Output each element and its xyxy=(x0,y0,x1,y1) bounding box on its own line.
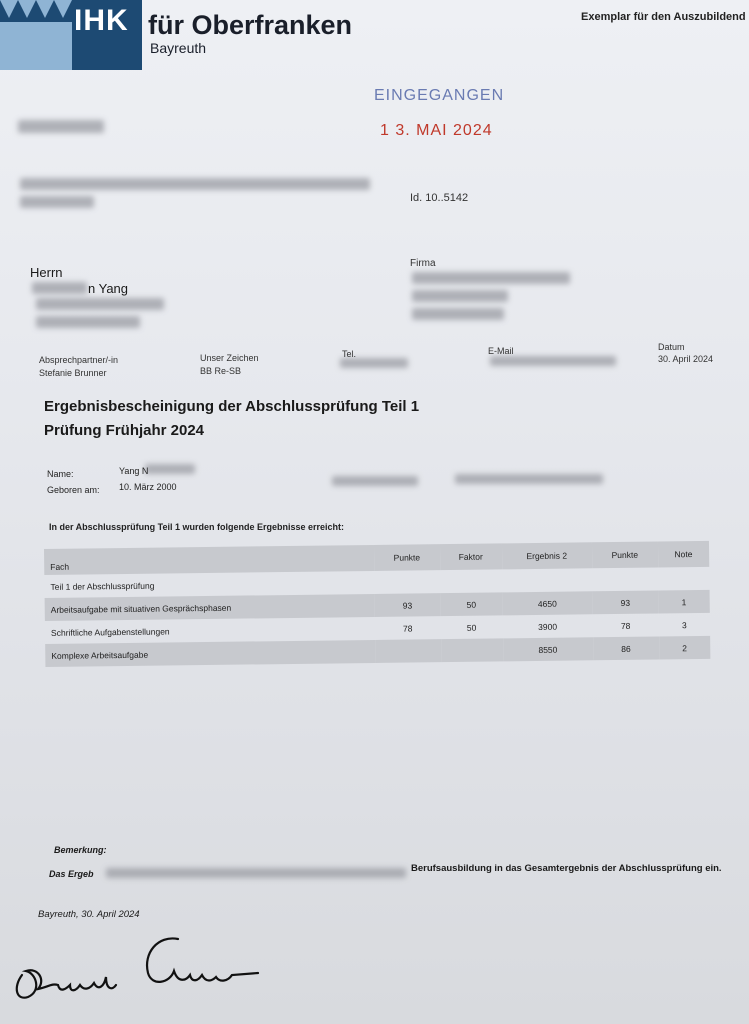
redacted-block xyxy=(412,290,508,302)
col-header: Punkte xyxy=(611,549,639,561)
born-value: 10. März 2000 xyxy=(119,482,177,492)
results-table xyxy=(44,541,710,667)
redacted-block xyxy=(36,316,140,328)
recipient-name: n Yang xyxy=(88,281,129,296)
cell-note xyxy=(658,567,710,591)
cell-note: 3 xyxy=(681,619,687,630)
tel-label: Tel. xyxy=(342,349,357,359)
cell-note: 2 xyxy=(682,642,687,653)
born-label: Geboren am: xyxy=(47,485,100,495)
stamp-title: EINGEGANGEN xyxy=(374,87,505,104)
col-header: Punkte xyxy=(393,552,421,563)
document-subtitle: Prüfung Frühjahr 2024 xyxy=(44,422,205,439)
email-label: E-Mail xyxy=(488,346,514,356)
our-sign-value: BB Re-SB xyxy=(200,366,242,376)
cell-fach: Teil 1 der Abschlussprüfung xyxy=(50,580,155,592)
place-date: Bayreuth, 30. April 2024 xyxy=(38,909,140,920)
cell-faktor xyxy=(440,569,502,593)
redacted-block xyxy=(32,282,87,294)
cell-faktor: 50 xyxy=(466,599,477,610)
copy-note: Exemplar für den Auszubildend xyxy=(581,11,746,23)
recipient-salutation: Herrn xyxy=(30,265,63,280)
redacted-block xyxy=(145,464,195,474)
contact-partner-label: Absprechpartner/-in xyxy=(39,355,119,365)
org-name: für Oberfranken xyxy=(148,10,353,40)
ihk-logo xyxy=(0,0,142,70)
name-value: Yang N xyxy=(119,466,149,476)
cell-punkte xyxy=(374,570,440,594)
results-intro: In der Abschlussprüfung Teil 1 wurden folgende Ergebnisse erreicht: xyxy=(49,522,345,532)
cell-ergebnis: 4650 xyxy=(537,598,557,609)
redacted-block xyxy=(412,308,504,320)
redacted-block xyxy=(340,358,408,368)
redacted-block xyxy=(106,868,406,878)
col-header: Ergebnis 2 xyxy=(526,550,568,562)
remark-text-end: Berufsausbildung in das Gesamtergebnis der Abschlussprüfung ein. xyxy=(411,863,722,874)
col-header: Fach xyxy=(50,561,70,572)
cell-punkte: 93 xyxy=(402,600,413,611)
cell-punkte xyxy=(375,639,441,663)
cell-note: 1 xyxy=(681,596,687,607)
logo-text: IHK xyxy=(74,4,129,37)
cell-fach: Arbeitsaufgabe mit situativen Gesprächsphasen xyxy=(50,602,232,615)
redacted-block xyxy=(490,356,616,366)
contact-partner-name: Stefanie Brunner xyxy=(39,368,107,378)
org-city: Bayreuth xyxy=(150,40,207,56)
redacted-block xyxy=(412,272,570,284)
our-sign-label: Unser Zeichen xyxy=(200,353,259,363)
cell-faktor xyxy=(441,638,503,662)
cell-punkte2: 86 xyxy=(621,643,631,654)
cell-punkte: 78 xyxy=(402,623,413,634)
handwritten-signatures xyxy=(8,925,268,1010)
redacted-block xyxy=(332,476,418,486)
reference-number: Id. 10..5142 xyxy=(410,192,469,204)
cell-punkte2: 78 xyxy=(620,620,631,631)
logo-triangles xyxy=(0,0,74,70)
redacted-block xyxy=(455,474,603,484)
redacted-block xyxy=(20,178,370,190)
redacted-block xyxy=(20,196,94,208)
cell-ergebnis: 8550 xyxy=(538,644,558,655)
redacted-block xyxy=(36,298,164,310)
cell-faktor: 50 xyxy=(466,622,477,633)
stamp-date: 1 3. MAI 2024 xyxy=(380,122,493,139)
cell-fach: Schriftliche Aufgabenstellungen xyxy=(50,625,170,638)
cell-ergebnis: 3900 xyxy=(538,621,558,632)
remark-label: Bemerkung: xyxy=(54,845,107,855)
cell-ergebnis xyxy=(502,568,592,592)
date-value: 30. April 2024 xyxy=(658,354,714,364)
company-label: Firma xyxy=(410,258,436,269)
redacted-block xyxy=(18,120,104,133)
name-label: Name: xyxy=(47,469,74,479)
col-header: Faktor xyxy=(458,551,483,562)
cell-fach: Komplexe Arbeitsaufgabe xyxy=(51,649,149,661)
remark-text-start: Das Ergeb xyxy=(49,869,94,879)
date-label: Datum xyxy=(658,342,685,352)
document-title: Ergebnisbescheinigung der Abschlussprüfung Teil 1 xyxy=(44,398,420,415)
cell-punkte2 xyxy=(592,568,658,592)
cell-punkte2: 93 xyxy=(620,597,631,608)
col-header: Note xyxy=(674,549,693,560)
